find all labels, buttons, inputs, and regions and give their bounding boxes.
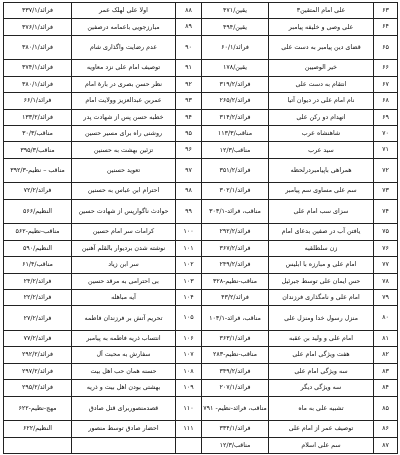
entry-source: فرائد/۳۵۱/۲ [202,158,269,183]
entry-number: ۹۵ [176,126,202,142]
entry-number: ۷۲ [374,158,398,183]
entry-number: ۷۰ [374,126,398,142]
entry-title: تشبیه علی به ماه [269,396,374,421]
entry-source: مناقب، فرائد-۳۰۳/۱ [202,199,269,224]
entry-title: سفارش به محبت آل [72,347,176,363]
entry-number: ۸۲ [374,347,398,363]
entry-source: فرائد/۲۹۲/۲ [4,347,72,363]
entry-source: فرائد/۳۴۹/۲ [202,363,269,379]
entry-source: فرائد/۳۳۷/۱ [4,3,72,19]
entry-number: ۱۰۹ [176,380,202,396]
table-row [4,142,398,158]
entry-source: مناقب-نظیم-۳۲۸ [202,273,269,289]
entry-number: ۷۶ [374,240,398,256]
table-row [4,76,398,92]
entry-title: تحریم آتش بر فرزندان فاطمه [72,306,176,331]
table-row [4,183,398,199]
table-row [4,109,398,125]
entry-number: ۹۹ [176,199,202,224]
entry-number: ۱۰۸ [176,363,202,379]
table-row [4,3,398,19]
entry-number: ۷۹ [374,289,398,305]
entry-number: ۱۰۰ [176,224,202,240]
entry-source: فرائد/۴۳/۲ [202,289,269,305]
entry-number: ۶۶ [374,60,398,76]
entry-source: یقین/۱۷۸ [202,60,269,76]
entry-source: فرائد/۳۳۴/۱ [202,421,269,437]
entry-source: فرائد/۲۷/۲ [4,306,72,331]
entry-source: مناقب-نظیم-۲۸۳ [202,347,269,363]
entry-title: انتساب ذریه فاطمه به پیامبر [72,330,176,346]
entry-title: روشنی راه برای مسیر حسین [72,126,176,142]
entry-number: ۸۸ [176,3,202,19]
entry-title: کرامات سر امام حسین [72,224,176,240]
entry-source: فرائد/۲۲/۲ [4,289,72,305]
entry-title: سه ویژگی امام علی [269,363,374,379]
entry-number: ۶۳ [374,3,398,19]
entry-number: ۱۰۳ [176,273,202,289]
entry-number: ۶۹ [374,109,398,125]
table-row [4,199,398,224]
index-table [3,2,398,454]
table-row [4,363,398,379]
entry-number: ۷۱ [374,142,398,158]
entry-number: ۹۶ [176,142,202,158]
entry-number: ۸۷ [374,437,398,453]
entry-number: ۸۳ [374,363,398,379]
entry-title: سر ابن زیاد [72,257,176,273]
entry-number: ۷۵ [374,224,398,240]
entry-source: فرائد/۷۲/۲ [4,183,72,199]
entry-source: مناقب-نظیم-۵۶۲ [4,224,72,240]
table-row [4,257,398,273]
entry-number: ۸۵ [374,396,398,421]
entry-title: سه ویژگی دیگر [269,380,374,396]
entry-title: سم علی اسلام [269,437,374,453]
entry-source: فرائد/۲۰۷/۱ [202,380,269,396]
table-row [4,60,398,76]
entry-source: النظیم/۵۶۶ [4,199,72,224]
entry-title: حسنه همان حب اهل بیت [72,363,176,379]
entry-source: فرائد/۱۳۳/۲ [4,109,72,125]
entry-title: همراهی باپیامبردرلحظه [269,158,374,183]
table-row [4,437,398,453]
entry-title: عدم رضایت واگذاری شام [72,35,176,60]
entry-title: آیه مباهله [72,289,176,305]
entry-source: فرائد/۷۷/۲ [4,330,72,346]
table-row [4,240,398,256]
entry-source: فرائد/۲۶۵/۲ [202,93,269,109]
entry-title: هفت ویژگی امام علی [269,347,374,363]
entry-number: ۸۶ [374,421,398,437]
table-row [4,306,398,331]
entry-number: ۹۰ [176,35,202,60]
entry-title: بهشتی بودن اهل بیت و ذریه [72,380,176,396]
entry-number: ۶۴ [374,19,398,35]
entry-number: ۹۲ [176,76,202,92]
entry-number: ۸۱ [374,330,398,346]
entry-source: مناقب، فرائد-۱۰۳/۱ [202,306,269,331]
entry-title: توصیف عمر از امام علی [269,421,374,437]
table-row [4,330,398,346]
entry-title: اولا علی لهلک عمر [72,3,176,19]
entry-source: فرائد/۲۹۷/۲ [4,363,72,379]
table-row [4,380,398,396]
entry-title: نوشته شدن بردیوار بالقلم آهنین [72,240,176,256]
table-row [4,19,398,35]
entry-title: خیر الوصیین [269,60,374,76]
entry-source: النظیم/۶۲۲ [4,421,72,437]
entry-number: ۷۷ [374,257,398,273]
entry-number: ۹۸ [176,183,202,199]
entry-number: ۹۷ [176,158,202,183]
entry-title: انهدام دو رکن علی [269,109,374,125]
entry-source: یقین/۴۹۴ [202,19,269,35]
entry-number: ۶۵ [374,35,398,60]
entry-source: فرائد/۳۱۴/۲ [202,109,269,125]
entry-source: مهج-نظیم-۶۲۲ [4,396,72,421]
entry-number: ۱۱۰ [176,396,202,421]
table-row [4,289,398,305]
entry-number: ۱۰۵ [176,306,202,331]
entry-source: فرائد/۶۰/۱ [202,35,269,60]
entry-source: النظیم/۵۹۰ [4,240,72,256]
entry-source [4,437,72,453]
table-row [4,273,398,289]
entry-number: ۱۰۴ [176,289,202,305]
entry-number: ۱۰۶ [176,330,202,346]
entry-title: نظر حسن بصری در بارهٔ امام [72,76,176,92]
entry-title: انتقام به دست علی [269,76,374,92]
entry-number: ۶۷ [374,76,398,92]
entry-number: ۱۰۷ [176,347,202,363]
table-row [4,93,398,109]
entry-source: فرائد/۳۷۴/۱ [4,60,72,76]
entry-source: یقین/۴۷۱ [202,3,269,19]
entry-source: فرائد/۳۷۶/۱ [4,19,72,35]
entry-title: خطبه حسن پس از شهادت پدر [72,109,176,125]
entry-source: فرائد/۲۹۲/۲ [202,224,269,240]
entry-title: توصیف امام علی نزد معاویه [72,60,176,76]
entry-title: احضار صادق توسط منصور [72,421,176,437]
entry-title: علی امام المتقین۳ [269,3,374,19]
entry-source: مناقب/۳۰/۳ [4,126,72,142]
entry-title: عمربن عبدالعزیز وولایت امام [72,93,176,109]
entry-number: ۹۴ [176,109,202,125]
entry-title: امام علی و ولید بن عقبه [269,330,374,346]
entry-title: شاهنشاه عرب [269,126,374,142]
entry-number: ۱۰۲ [176,257,202,273]
entry-number: ۱۱۱ [176,421,202,437]
table-row [4,158,398,183]
table-row [4,224,398,240]
entry-number: ۸۰ [374,306,398,331]
entry-source: مناقب – نظیم-۳۹۲/۳ [4,158,72,183]
table-row [4,421,398,437]
entry-source: فرائد/۲۴۹/۲ [202,257,269,273]
entry-source: مناقب/۳۹۵/۳ [4,142,72,158]
entry-source: مناقب/۶۱/۴ [4,257,72,273]
entry-title: زن سلطلقیه [269,240,374,256]
entry-number: ۸۴ [374,380,398,396]
table-body [4,3,398,454]
entry-title: قضای دین پیامبر به دست علی [269,35,374,60]
entry-title: قصدمنصوربرای قتل صادق [72,396,176,421]
entry-title: نام امام علی در دیوان آتیا [269,93,374,109]
entry-title [72,437,176,453]
entry-number: ۶۸ [374,93,398,109]
entry-source: فرائد/۳۰۲/۱ [202,183,269,199]
entry-source: مناقب/۱۲/۳ [202,437,269,453]
entry-title: مبارزجویی باعمامه درصفین [72,19,176,35]
entry-number: ۸۹ [176,19,202,35]
entry-source: فرائد/۳۶۷/۲ [202,240,269,256]
entry-title: امام علی و نامگذاری فرزندان [269,289,374,305]
entry-title: سزای سب امام علی [269,199,374,224]
entry-number: ۹۱ [176,60,202,76]
table-row [4,126,398,142]
table-row [4,35,398,60]
entry-source: فرائد/۳۸۰/۱ [4,76,72,92]
entry-source: فرائد/۳۶۳/۱ [202,330,269,346]
entry-number [176,437,202,453]
entry-title: حوادث ناگوارپس از شهادت حسین [72,199,176,224]
table-row [4,396,398,421]
entry-title: تزئین بهشت به حسنین [72,142,176,158]
entry-title: احترام ابن عباس به حسنین [72,183,176,199]
entry-source: فرائد/۶۶/۱ [4,93,72,109]
entry-title: منزل رسول خدا ومنزل علی [269,306,374,331]
entry-source: فرائد/۳۸۰/۱ [4,35,72,60]
entry-number: ۷۸ [374,273,398,289]
entry-number: ۹۳ [176,93,202,109]
entry-title: امام علی و مبارزه با ابلیس [269,257,374,273]
entry-source: فرائد/۳۱۹/۲ [202,76,269,92]
entry-title: بی احترامی به مرقد حسین [72,273,176,289]
entry-source: مناقب، فرائد-نظیم- ۷۹۱ [202,396,269,421]
entry-number: ۷۳ [374,183,398,199]
entry-title: یافتن آب در صفین بدعای امام [269,224,374,240]
entry-title: علی وصی و خلیفه پیامبر [269,19,374,35]
entry-title: تعوید حسنین [72,158,176,183]
entry-source: فرائد/۲۴/۲ [4,273,72,289]
table-row [4,347,398,363]
entry-source: فرائد/۲۹۵/۲ [4,380,72,396]
entry-title: حس ایمان علی توسط جبرئیل [269,273,374,289]
entry-number: ۷۴ [374,199,398,224]
entry-title: سم علی مساوی سم پیامبر [269,183,374,199]
entry-title: سید عرب [269,142,374,158]
entry-source: مناقب/۱۲/۳ [202,142,269,158]
entry-number: ۱۰۱ [176,240,202,256]
entry-source: مناقب/۱۱۳/۳ [202,126,269,142]
